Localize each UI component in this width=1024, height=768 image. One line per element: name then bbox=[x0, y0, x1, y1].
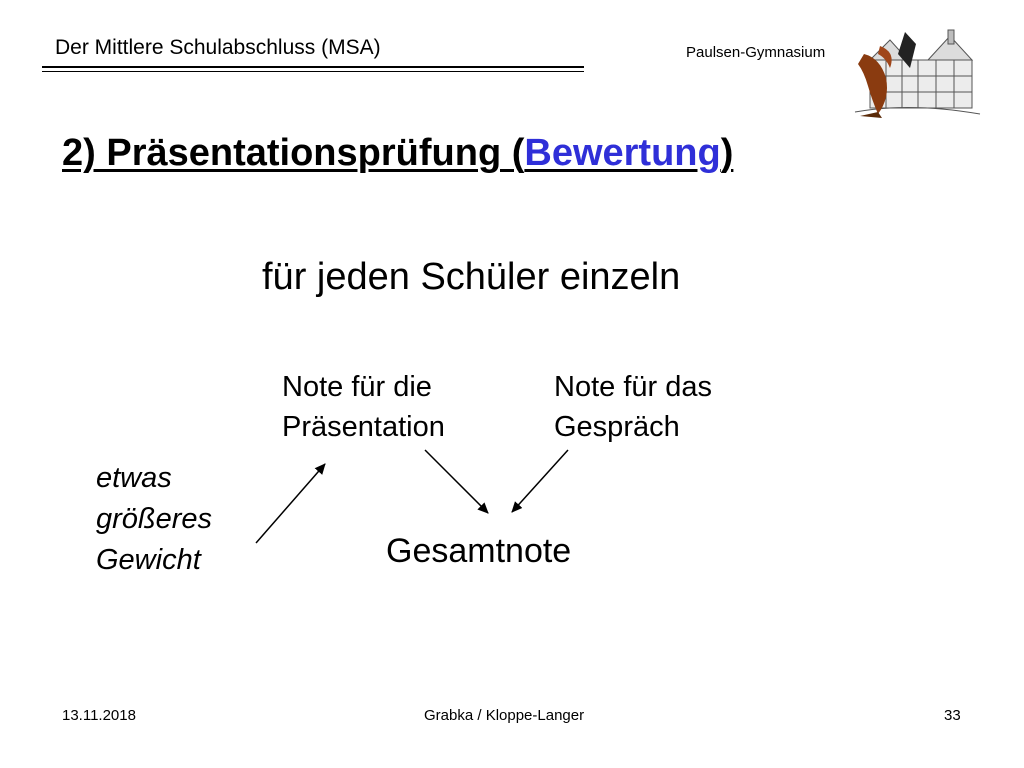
header-rule-thin bbox=[42, 71, 584, 72]
note-gespraech bbox=[554, 367, 712, 447]
header-title: Der Mittlere Schulabschluss (MSA) bbox=[55, 36, 381, 59]
arrow-gespraech-to-total bbox=[512, 450, 568, 512]
note-gespraech-line2: Gespräch bbox=[554, 411, 680, 443]
slide-title-suffix: ) bbox=[720, 132, 734, 174]
gesamtnote-label: Gesamtnote bbox=[386, 532, 572, 570]
arrow-weight-to-presentation bbox=[256, 464, 325, 543]
slide-title-prefix: 2) Präsentationsprüfung ( bbox=[62, 132, 525, 174]
bewertung-link[interactable]: Bewertung bbox=[524, 132, 721, 174]
weight-line3: Gewicht bbox=[96, 544, 201, 576]
weight-line1: etwas bbox=[96, 462, 172, 494]
note-presentation-line1: Note für die bbox=[282, 371, 432, 403]
school-logo-icon bbox=[850, 28, 985, 120]
school-name: Paulsen-Gymnasium bbox=[686, 44, 826, 61]
weight-annotation bbox=[96, 458, 212, 581]
note-presentation-line2: Präsentation bbox=[282, 411, 445, 443]
footer-page-number: 33 bbox=[944, 707, 961, 724]
slide-title bbox=[62, 132, 733, 175]
weight-line2: größeres bbox=[96, 503, 213, 535]
slide-subtitle: für jeden Schüler einzeln bbox=[262, 256, 681, 298]
footer-authors: Grabka / Kloppe-Langer bbox=[424, 707, 585, 724]
arrow-presentation-to-total bbox=[425, 450, 488, 513]
footer-date: 13.11.2018 bbox=[62, 707, 136, 724]
header-rule-thick bbox=[42, 66, 584, 68]
note-gespraech-line1: Note für das bbox=[554, 371, 712, 403]
note-presentation bbox=[282, 367, 445, 447]
